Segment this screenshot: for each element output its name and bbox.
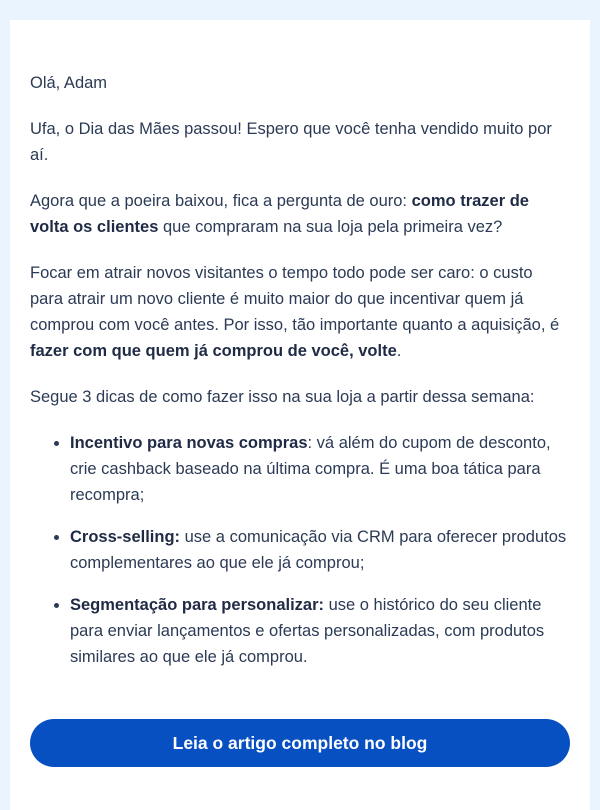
tip-text: use o histórico do seu cliente para enviar lançamentos e ofertas personalizadas, com produtos similares ao que ele já comprou.: [70, 596, 545, 666]
question-text-start: Agora que a poeira baixou, fica a pergunta de ouro:: [30, 192, 412, 210]
question-paragraph: [30, 188, 570, 240]
intro-paragraph: Ufa, o Dia das Mães passou! Espero que você tenha vendido muito por aí.: [30, 120, 552, 164]
tip-text: use a comunicação via CRM para oferecer produtos complementares ao que ele já comprou;: [70, 528, 567, 572]
email-body: [30, 70, 570, 686]
tips-list: [30, 430, 570, 670]
greeting: Olá, Adam: [30, 74, 108, 92]
tip-text: : vá além do cupom de desconto, crie cashback baseado na última compra. É uma boa tática para recompra;: [70, 434, 551, 504]
acquisition-paragraph: [30, 260, 570, 364]
question-text-end: que compraram na sua loja pela primeira vez?: [158, 218, 503, 236]
question-highlight: como trazer de volta os clientes: [30, 192, 529, 236]
acquisition-text-end: .: [396, 342, 402, 360]
tip-title: Incentivo para novas compras: [70, 434, 308, 452]
tip-title: Cross-selling:: [70, 528, 181, 546]
tip-title: Segmentação para personalizar:: [70, 596, 325, 614]
email-card: [10, 20, 590, 810]
tip-item-repurchase: [70, 430, 570, 508]
tips-intro: Segue 3 dicas de como fazer isso na sua loja a partir dessa semana:: [30, 388, 535, 406]
tip-item-cross-selling: [70, 524, 570, 576]
tip-item-segmentation: [70, 592, 570, 670]
read-article-button[interactable]: Leia o artigo completo no blog: [30, 719, 570, 767]
acquisition-text-start: Focar em atrair novos visitantes o tempo todo pode ser caro: o custo para atrair um novo cliente é muito maior do que incentivar quem já comprou com você antes. Por isso, tão importante quanto a aquisição, é: [30, 264, 560, 334]
acquisition-highlight: fazer com que quem já comprou de você, volte: [30, 342, 397, 360]
